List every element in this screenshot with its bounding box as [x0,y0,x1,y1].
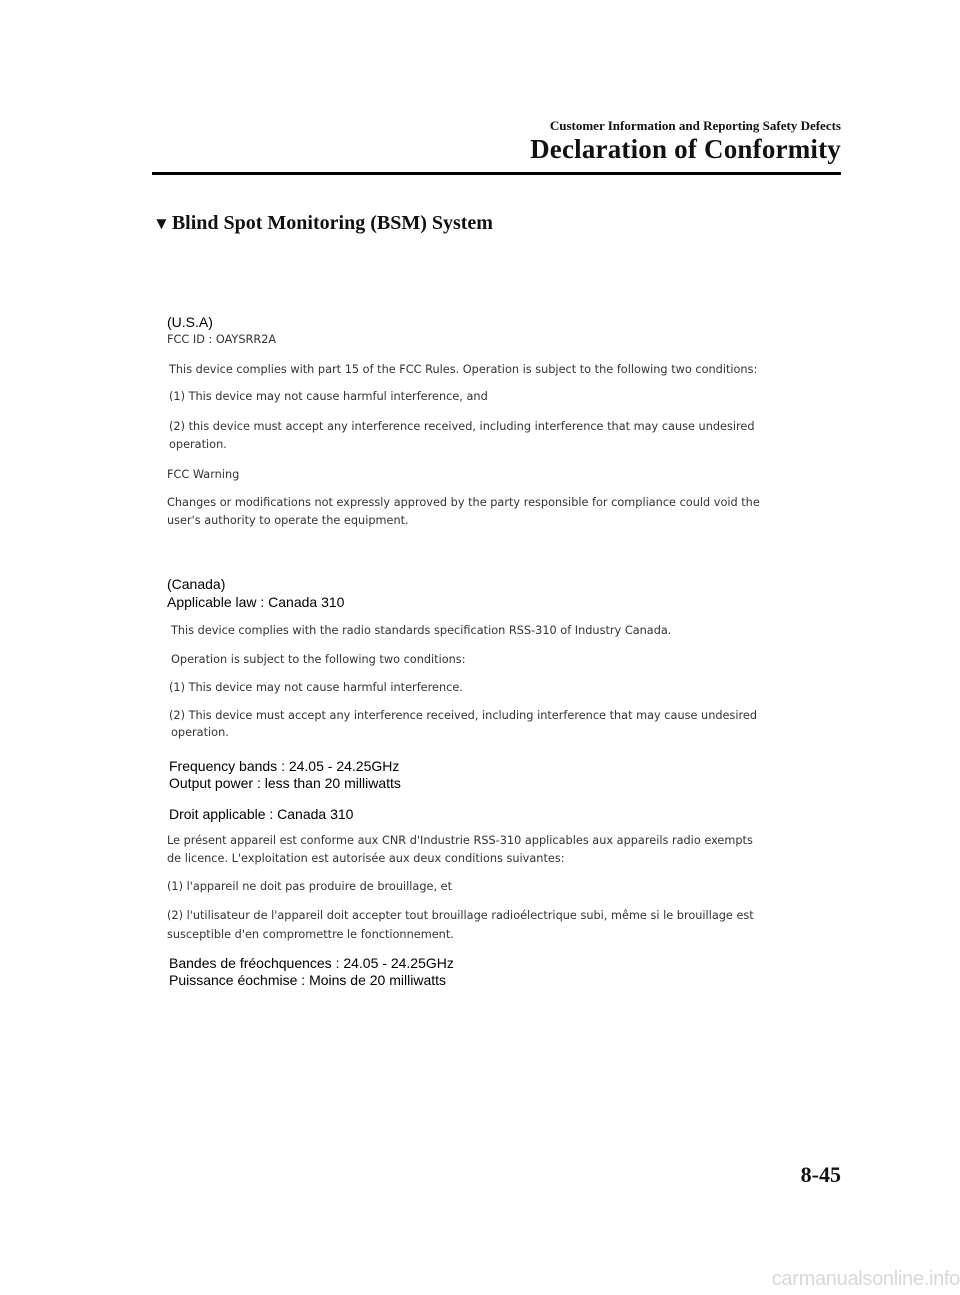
fcc-warning-line2: user's authority to operate the equipment. [167,514,409,527]
french-power: Puissance éochmise : Moins de 20 milliwatts [169,972,447,988]
french-statement-line2: de licence. L'exploitation est autorisée aux deux conditions suivantes: [167,852,565,865]
usa-heading: (U.S.A) [167,314,213,330]
fcc-warning-heading: FCC Warning [167,468,240,481]
canada-power: Output power : less than 20 milliwatts [169,775,401,791]
fcc-id: FCC ID : OAYSRR2A [167,333,277,346]
fcc-warning-line1: Changes or modifications not expressly approved by the party responsible for compliance could void the [167,496,760,509]
page-number: 8-45 [800,1162,841,1187]
canada-frequency: Frequency bands : 24.05 - 24.25GHz [169,758,400,774]
page-title: Declaration of Conformity [530,134,841,164]
french-condition-2-line2: susceptible d'en compromettre le fonctionnement. [167,928,454,941]
canada-condition-2-line2: operation. [171,726,229,739]
header-rule [152,172,841,175]
french-law: Droit applicable : Canada 310 [169,806,354,822]
fcc-statement: This device complies with part 15 of the FCC Rules. Operation is subject to the following two conditions: [169,363,758,376]
section-title-text: Blind Spot Monitoring (BSM) System [171,212,493,234]
canada-condition-2-line1: (2) This device must accept any interference received, including interference that may cause undesired [169,709,758,722]
french-statement-line1: Le présent appareil est conforme aux CNR d'Industrie RSS-310 applicables aux appareils radio exempts [167,834,753,847]
canada-statement: This device complies with the radio standards specification RSS-310 of Industry Canada. [171,624,672,637]
footer-watermark: carmanualsonline.info [771,1268,960,1290]
fcc-condition-1: (1) This device may not cause harmful interference, and [169,390,488,403]
french-frequency: Bandes de fréochquences : 24.05 - 24.25GHz [169,955,454,971]
chapter-heading: Customer Information and Reporting Safety Defects [549,118,841,133]
french-condition-2-line1: (2) l'utilisateur de l'appareil doit accepter tout brouillage radioélectrique subi, même si le brouillage est [167,909,754,922]
canada-heading: (Canada) [167,576,226,592]
triangle-down-icon: ▼ [153,214,170,233]
canada-condition-1: (1) This device may not cause harmful interference. [169,681,463,694]
section-title [153,212,493,235]
french-condition-1: (1) l'appareil ne doit pas produire de brouillage, et [167,880,453,893]
canada-law: Applicable law : Canada 310 [167,594,345,610]
canada-operation: Operation is subject to the following two conditions: [171,653,466,666]
fcc-condition-2-line1: (2) this device must accept any interference received, including interference that may cause undesired [169,420,755,433]
fcc-condition-2-line2: operation. [169,438,227,451]
